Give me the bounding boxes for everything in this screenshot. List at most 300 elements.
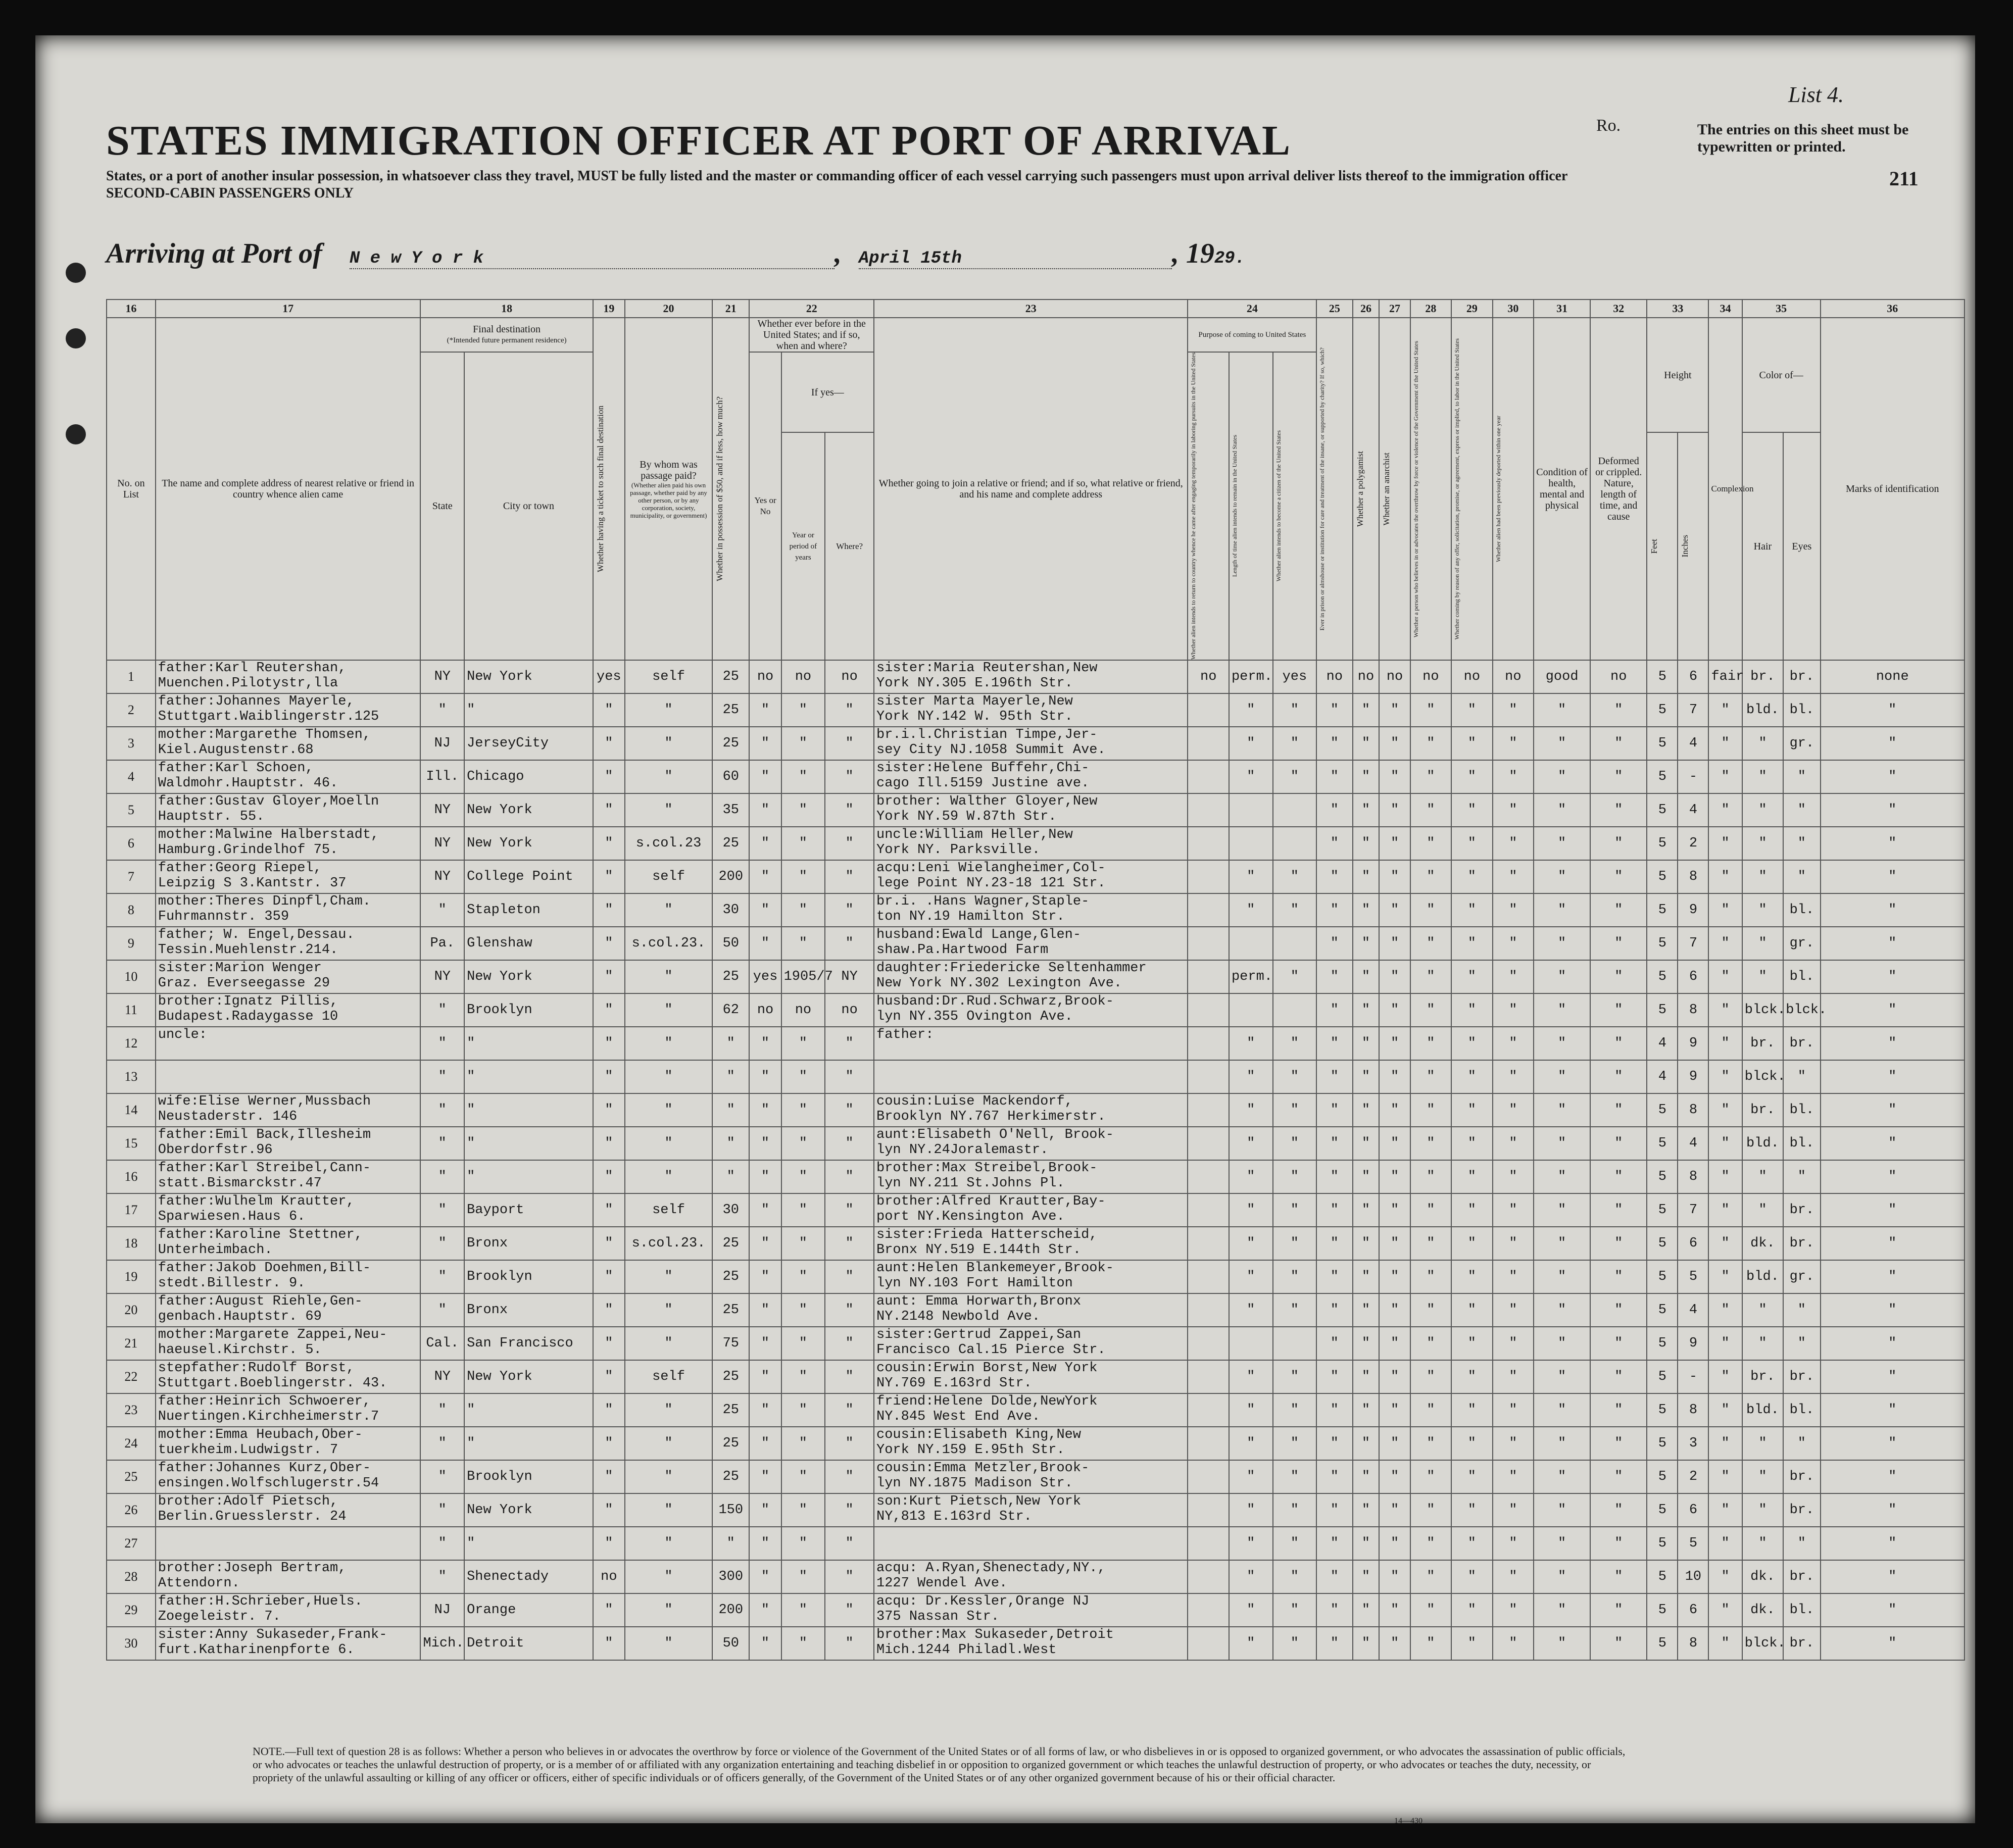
no-cell: 11: [107, 993, 156, 1027]
inch-cell: 8: [1678, 860, 1708, 893]
off-cell: ": [1451, 1427, 1493, 1460]
ana-cell: ": [1379, 1127, 1410, 1160]
state-cell: ": [420, 1393, 464, 1427]
pri-cell: ": [1316, 1593, 1352, 1627]
def-cell: ": [1590, 727, 1647, 760]
cit-cell: ": [1273, 760, 1317, 793]
where-cell: NY: [825, 960, 874, 993]
paid-cell: s.col.23: [625, 827, 712, 860]
ana-cell: ": [1379, 1160, 1410, 1193]
paid-cell: ": [625, 1593, 712, 1627]
joining-line: Brooklyn NY.767 Herkimerstr.: [876, 1109, 1106, 1125]
ticket-cell: ": [593, 860, 625, 893]
col-29-text: Whether coming by reason of any offer, solicitation, promise, or agreement, express or implied, to labor in the United States: [1453, 338, 1461, 640]
year-suffix: 29.: [1214, 249, 1246, 268]
relative-cell: [156, 693, 421, 727]
def-cell: ": [1590, 1560, 1647, 1593]
pri-cell: ": [1316, 727, 1352, 760]
before-cell: ": [749, 1027, 781, 1060]
off-cell: ": [1451, 827, 1493, 860]
no-cell: 17: [107, 1193, 156, 1227]
feet-cell: 5: [1647, 727, 1678, 760]
eyes-cell: br.: [1783, 1360, 1820, 1393]
inch-cell: 9: [1678, 893, 1708, 927]
relative-line: Leipzig S 3.Kantstr. 37: [158, 876, 347, 891]
def-cell: ": [1590, 1093, 1647, 1127]
marks-cell: ": [1821, 693, 1965, 727]
joining-line: cago Ill.5159 Justine ave.: [876, 776, 1090, 791]
relative-line: ensingen.Wolfschlugerstr.54: [158, 1476, 379, 1491]
city-cell: ": [464, 1093, 593, 1127]
len-cell: ": [1229, 1027, 1273, 1060]
comp-cell: ": [1708, 1593, 1742, 1627]
comp-cell: ": [1708, 960, 1742, 993]
col-24c-text: Whether alien intends to become a citizen of the United States: [1274, 430, 1282, 582]
feet-cell: 5: [1647, 827, 1678, 860]
joining-cell: [874, 727, 1188, 760]
table-row: [107, 1293, 1965, 1327]
relative-line: stepfather:Rudolf Borst,: [158, 1361, 355, 1376]
def-cell: ": [1590, 1593, 1647, 1627]
inch-cell: 4: [1678, 1127, 1708, 1160]
health-cell: ": [1534, 1227, 1590, 1260]
city-cell: JerseyCity: [464, 727, 593, 760]
dep-cell: ": [1493, 727, 1534, 760]
adv-cell: ": [1410, 1193, 1452, 1227]
state-cell: Ill.: [420, 760, 464, 793]
hair-cell: blck.: [1742, 993, 1784, 1027]
colnum-26: 26: [1353, 299, 1380, 318]
binding-hole: [66, 263, 86, 283]
table-row: [107, 1593, 1965, 1627]
joining-line: brother:Max Streibel,Brook-: [876, 1161, 1098, 1176]
colnum-24: 24: [1188, 299, 1316, 318]
adv-cell: ": [1410, 1060, 1452, 1093]
inch-cell: 6: [1678, 1227, 1708, 1260]
before-cell: ": [749, 1527, 781, 1560]
comp-cell: ": [1708, 760, 1742, 793]
len-cell: ": [1229, 1293, 1273, 1327]
year-prefix: 19: [1186, 238, 1214, 269]
inch-cell: 2: [1678, 827, 1708, 860]
list-value: 4.: [1827, 82, 1844, 107]
def-cell: ": [1590, 1427, 1647, 1460]
col-19-header: [593, 318, 625, 660]
marks-cell: ": [1821, 1127, 1965, 1160]
hair-cell: ": [1742, 1460, 1784, 1493]
pol-cell: ": [1353, 927, 1380, 960]
where-cell: ": [825, 1227, 874, 1260]
paid-cell: s.col.23.: [625, 927, 712, 960]
cit-cell: ": [1273, 1393, 1317, 1427]
hair-cell: br.: [1742, 1093, 1784, 1127]
health-cell: ": [1534, 1193, 1590, 1227]
relative-line: father; W. Engel,Dessau.: [158, 927, 355, 943]
col-29-header: [1451, 318, 1493, 660]
where-cell: ": [825, 1460, 874, 1493]
cit-cell: [1273, 1327, 1317, 1360]
dep-cell: ": [1493, 1560, 1534, 1593]
ret-cell: [1188, 1193, 1229, 1227]
pri-cell: ": [1316, 1460, 1352, 1493]
joining-line: acqu: A.Ryan,Shenectady,NY.,: [876, 1561, 1106, 1576]
health-cell: ": [1534, 1493, 1590, 1527]
relative-line: Hauptstr. 55.: [158, 809, 265, 825]
money-cell: 25: [712, 727, 749, 760]
joining-cell: [874, 1093, 1188, 1127]
comp-cell: ": [1708, 1527, 1742, 1560]
hair-cell: bld.: [1742, 1393, 1784, 1427]
marks-cell: ": [1821, 1093, 1965, 1127]
ticket-cell: ": [593, 1060, 625, 1093]
ana-cell: ": [1379, 1260, 1410, 1293]
years-cell: ": [781, 1593, 825, 1627]
ana-cell: ": [1379, 1193, 1410, 1227]
adv-cell: ": [1410, 693, 1452, 727]
ana-cell: ": [1379, 793, 1410, 827]
before-cell: ": [749, 1193, 781, 1227]
health-cell: ": [1534, 860, 1590, 893]
table-row: [107, 1093, 1965, 1127]
pri-cell: ": [1316, 1293, 1352, 1327]
state-cell: ": [420, 1427, 464, 1460]
before-cell: ": [749, 1293, 781, 1327]
col-31-header: Condition of health, mental and physical: [1534, 318, 1590, 660]
pol-cell: ": [1353, 693, 1380, 727]
before-cell: ": [749, 1327, 781, 1360]
joining-line: aunt:Helen Blankemeyer,Brook-: [876, 1261, 1114, 1276]
col-34-header: Complexion: [1708, 318, 1742, 660]
state-cell: ": [420, 1227, 464, 1260]
relative-line: uncle:: [158, 1027, 207, 1043]
dep-cell: ": [1493, 993, 1534, 1027]
pri-cell: ": [1316, 1193, 1352, 1227]
def-cell: ": [1590, 793, 1647, 827]
paid-cell: ": [625, 993, 712, 1027]
column-number-row: [107, 299, 1965, 318]
paid-cell: ": [625, 1093, 712, 1127]
city-cell: San Francisco: [464, 1327, 593, 1360]
ana-cell: ": [1379, 693, 1410, 727]
ticket-cell: ": [593, 1393, 625, 1427]
joining-cell: [874, 1160, 1188, 1193]
pol-cell: ": [1353, 1593, 1380, 1627]
comp-cell: ": [1708, 1327, 1742, 1360]
len-cell: ": [1229, 1260, 1273, 1293]
colnum-16: 16: [107, 299, 156, 318]
paid-cell: ": [625, 1060, 712, 1093]
joining-line: sister Marta Mayerle,New: [876, 694, 1073, 710]
cit-cell: ": [1273, 693, 1317, 727]
table-row: [107, 660, 1965, 693]
where-cell: ": [825, 1327, 874, 1360]
ana-cell: ": [1379, 927, 1410, 960]
pol-cell: ": [1353, 1427, 1380, 1460]
paid-cell: ": [625, 1260, 712, 1293]
def-cell: ": [1590, 1193, 1647, 1227]
years-cell: ": [781, 1093, 825, 1127]
paid-cell: ": [625, 960, 712, 993]
eyes-cell: ": [1783, 860, 1820, 893]
colnum-17: 17: [156, 299, 421, 318]
years-cell: ": [781, 1460, 825, 1493]
colnum-31: 31: [1534, 299, 1590, 318]
ana-cell: ": [1379, 1427, 1410, 1460]
cit-cell: [1273, 793, 1317, 827]
pri-cell: ": [1316, 1093, 1352, 1127]
city-cell: New York: [464, 827, 593, 860]
hair-cell: ": [1742, 793, 1784, 827]
relative-line: Zoegeleistr. 7.: [158, 1609, 281, 1625]
dep-cell: ": [1493, 1460, 1534, 1493]
pri-cell: no: [1316, 660, 1352, 693]
feet-cell: 5: [1647, 1327, 1678, 1360]
pol-cell: ": [1353, 1093, 1380, 1127]
def-cell: ": [1590, 1260, 1647, 1293]
def-cell: ": [1590, 1160, 1647, 1193]
joining-cell: [874, 1293, 1188, 1327]
inch-cell: 7: [1678, 693, 1708, 727]
marks-cell: ": [1821, 1393, 1965, 1427]
dep-cell: ": [1493, 793, 1534, 827]
len-cell: ": [1229, 760, 1273, 793]
off-cell: ": [1451, 1393, 1493, 1427]
money-cell: ": [712, 1527, 749, 1560]
before-cell: ": [749, 760, 781, 793]
where-cell: ": [825, 1493, 874, 1527]
years-cell: ": [781, 860, 825, 893]
state-cell: Pa.: [420, 927, 464, 960]
relative-line: Budapest.Radaygasse 10: [158, 1009, 338, 1025]
cit-cell: ": [1273, 893, 1317, 927]
state-cell: ": [420, 1027, 464, 1060]
inch-cell: -: [1678, 1360, 1708, 1393]
relative-line: mother:Margarethe Thomsen,: [158, 727, 371, 743]
len-cell: ": [1229, 1127, 1273, 1160]
joining-cell: [874, 1327, 1188, 1360]
relative-line: Attendorn.: [158, 1576, 240, 1591]
binding-hole: [66, 328, 86, 348]
relative-line: Hamburg.Grindelhof 75.: [158, 842, 338, 858]
len-cell: ": [1229, 693, 1273, 727]
adv-cell: ": [1410, 1627, 1452, 1660]
dep-cell: ": [1493, 827, 1534, 860]
cit-cell: ": [1273, 1627, 1317, 1660]
col-33-inches: [1678, 432, 1708, 660]
off-cell: ": [1451, 1060, 1493, 1093]
joining-line: York NY.59 W.87th Str.: [876, 809, 1057, 825]
joining-line: lyn NY.24Joralemastr.: [876, 1142, 1049, 1158]
pri-cell: ": [1316, 1493, 1352, 1527]
hair-cell: ": [1742, 1193, 1784, 1227]
joining-line: shaw.Pa.Hartwood Farm: [876, 942, 1049, 958]
inch-cell: 9: [1678, 1327, 1708, 1360]
feet-text: Feet: [1649, 539, 1659, 554]
joining-cell: [874, 793, 1188, 827]
hair-cell: br.: [1742, 660, 1784, 693]
feet-cell: 5: [1647, 1493, 1678, 1527]
ana-cell: ": [1379, 993, 1410, 1027]
no-cell: 25: [107, 1460, 156, 1493]
pri-cell: ": [1316, 1427, 1352, 1460]
where-cell: ": [825, 1193, 874, 1227]
where-cell: ": [825, 1360, 874, 1393]
relative-cell: [156, 827, 421, 860]
hair-cell: bld.: [1742, 1127, 1784, 1160]
eyes-cell: bl.: [1783, 1593, 1820, 1627]
joining-line: friend:Helene Dolde,NewYork: [876, 1394, 1098, 1410]
adv-cell: ": [1410, 1327, 1452, 1360]
ticket-cell: ": [593, 827, 625, 860]
relative-line: Muenchen.Pilotystr,lla: [158, 676, 338, 691]
entries-note: The entries on this sheet must be typewritten or printed.: [1697, 121, 1909, 155]
table-row: [107, 1327, 1965, 1360]
pri-cell: ": [1316, 1560, 1352, 1593]
pol-cell: ": [1353, 993, 1380, 1027]
pol-cell: ": [1353, 1627, 1380, 1660]
feet-cell: 5: [1647, 760, 1678, 793]
before-cell: ": [749, 1360, 781, 1393]
col-18-state: State: [420, 352, 464, 660]
comp-cell: ": [1708, 1193, 1742, 1227]
col-26-text: Whether a polygamist: [1355, 451, 1365, 527]
marks-cell: ": [1821, 1560, 1965, 1593]
paid-cell: ": [625, 693, 712, 727]
joining-line: lyn NY.1875 Madison Str.: [876, 1476, 1073, 1491]
pol-cell: ": [1353, 1293, 1380, 1327]
money-cell: 75: [712, 1327, 749, 1360]
years-cell: ": [781, 1327, 825, 1360]
relative-line: genbach.Hauptstr. 69: [158, 1309, 322, 1325]
comp-cell: ": [1708, 1160, 1742, 1193]
where-cell: ": [825, 1060, 874, 1093]
col-18-subtitle: (*Intended future permanent residence): [447, 336, 567, 344]
footnote: NOTE.—Full text of question 28 is as follows: Whether a person who believes in or advocates the overthrow by force or violence of the Government of the United States or of all forms of law, or who disbelieves in or is opposed to organized government, or who advocates the assassination of public officials, or who advocates or teaches the unlawful destruction of property, or is a member of or affiliated with any organization entertaining and teaching disbelief in or opposition to organized government or which teaches the unlawful destruction of property, or who advocates or teaches the duty, necessity, or propriety of the unlawful assaulting or killing of any officer or officers, either of specific individuals or of officers generally, of the Government of the United States or of any other organized government because of his or their official character.: [253, 1745, 1626, 1784]
relative-line: father:Karl Streibel,Cann-: [158, 1161, 371, 1176]
def-cell: ": [1590, 1360, 1647, 1393]
state-cell: ": [420, 893, 464, 927]
joining-line: uncle:William Heller,New: [876, 827, 1073, 843]
years-cell: ": [781, 1493, 825, 1527]
health-cell: ": [1534, 993, 1590, 1027]
marks-cell: ": [1821, 1527, 1965, 1560]
years-cell: ": [781, 1627, 825, 1660]
cit-cell: ": [1273, 1560, 1317, 1593]
ana-cell: ": [1379, 760, 1410, 793]
colnum-20: 20: [625, 299, 712, 318]
relative-line: Kiel.Augustenstr.68: [158, 742, 314, 758]
len-cell: ": [1229, 1060, 1273, 1093]
joining-line: husband:Ewald Lange,Glen-: [876, 927, 1082, 943]
ticket-cell: ": [593, 1260, 625, 1293]
relative-line: brother:Joseph Bertram,: [158, 1561, 347, 1576]
health-cell: ": [1534, 827, 1590, 860]
money-cell: 200: [712, 1593, 749, 1627]
no-cell: 15: [107, 1127, 156, 1160]
paid-cell: ": [625, 893, 712, 927]
adv-cell: ": [1410, 1260, 1452, 1293]
where-cell: ": [825, 1093, 874, 1127]
hair-cell: bld.: [1742, 1260, 1784, 1293]
ret-cell: [1188, 927, 1229, 960]
dep-cell: ": [1493, 893, 1534, 927]
eyes-cell: br.: [1783, 1493, 1820, 1527]
col-28-text: Whether a person who believes in or advocates the overthrow by force or violence of the Government of the United States: [1412, 340, 1419, 637]
def-cell: ": [1590, 1327, 1647, 1360]
arriving-label: Arriving at Port of: [106, 238, 322, 269]
before-cell: ": [749, 1560, 781, 1593]
city-cell: Shenectady: [464, 1560, 593, 1593]
def-cell: ": [1590, 1227, 1647, 1260]
marks-cell: ": [1821, 1460, 1965, 1493]
col-20-subtitle: (Whether alien paid his own passage, whether paid by any other person, or by any corporation, society, municipality, or government): [630, 481, 707, 519]
dep-cell: ": [1493, 1193, 1534, 1227]
dep-cell: ": [1493, 1593, 1534, 1627]
off-cell: no: [1451, 660, 1493, 693]
where-cell: ": [825, 1627, 874, 1660]
adv-cell: no: [1410, 660, 1452, 693]
pri-cell: ": [1316, 1160, 1352, 1193]
eyes-cell: bl.: [1783, 1127, 1820, 1160]
eyes-cell: ": [1783, 793, 1820, 827]
dep-cell: ": [1493, 1260, 1534, 1293]
hair-cell: ": [1742, 1427, 1784, 1460]
comp-cell: ": [1708, 1627, 1742, 1660]
off-cell: ": [1451, 760, 1493, 793]
feet-cell: 5: [1647, 1127, 1678, 1160]
def-cell: ": [1590, 1460, 1647, 1493]
joining-cell: [874, 827, 1188, 860]
health-cell: ": [1534, 1460, 1590, 1493]
relative-line: Nuertingen.Kirchheimerstr.7: [158, 1409, 379, 1425]
no-cell: 24: [107, 1427, 156, 1460]
def-cell: no: [1590, 660, 1647, 693]
comp-cell: ": [1708, 1493, 1742, 1527]
city-cell: Orange: [464, 1593, 593, 1627]
table-row: [107, 793, 1965, 827]
paid-cell: ": [625, 1327, 712, 1360]
money-cell: 35: [712, 793, 749, 827]
before-cell: ": [749, 1493, 781, 1527]
no-cell: 4: [107, 760, 156, 793]
state-cell: ": [420, 1060, 464, 1093]
page-title: STATES IMMIGRATION OFFICER AT PORT OF ARRIVAL: [106, 117, 1292, 164]
years-cell: ": [781, 1027, 825, 1060]
ticket-cell: ": [593, 1160, 625, 1193]
where-cell: ": [825, 1293, 874, 1327]
adv-cell: ": [1410, 927, 1452, 960]
col-28-header: [1410, 318, 1452, 660]
dep-cell: ": [1493, 760, 1534, 793]
no-cell: 12: [107, 1027, 156, 1060]
marks-cell: ": [1821, 893, 1965, 927]
years-cell: ": [781, 1060, 825, 1093]
state-cell: ": [420, 1560, 464, 1593]
joining-cell: [874, 1627, 1188, 1660]
ticket-cell: ": [593, 1027, 625, 1060]
health-cell: ": [1534, 727, 1590, 760]
col-27-text: Whether an anarchist: [1382, 452, 1392, 526]
ret-cell: [1188, 993, 1229, 1027]
relative-line: father:Karl Schoen,: [158, 761, 314, 776]
pri-cell: ": [1316, 1327, 1352, 1360]
joining-line: sister:Helene Buffehr,Chi-: [876, 761, 1090, 776]
colnum-33: 33: [1647, 299, 1708, 318]
relative-cell: [156, 1560, 421, 1593]
cit-cell: ": [1273, 1460, 1317, 1493]
table-row: [107, 860, 1965, 893]
state-cell: ": [420, 1160, 464, 1193]
